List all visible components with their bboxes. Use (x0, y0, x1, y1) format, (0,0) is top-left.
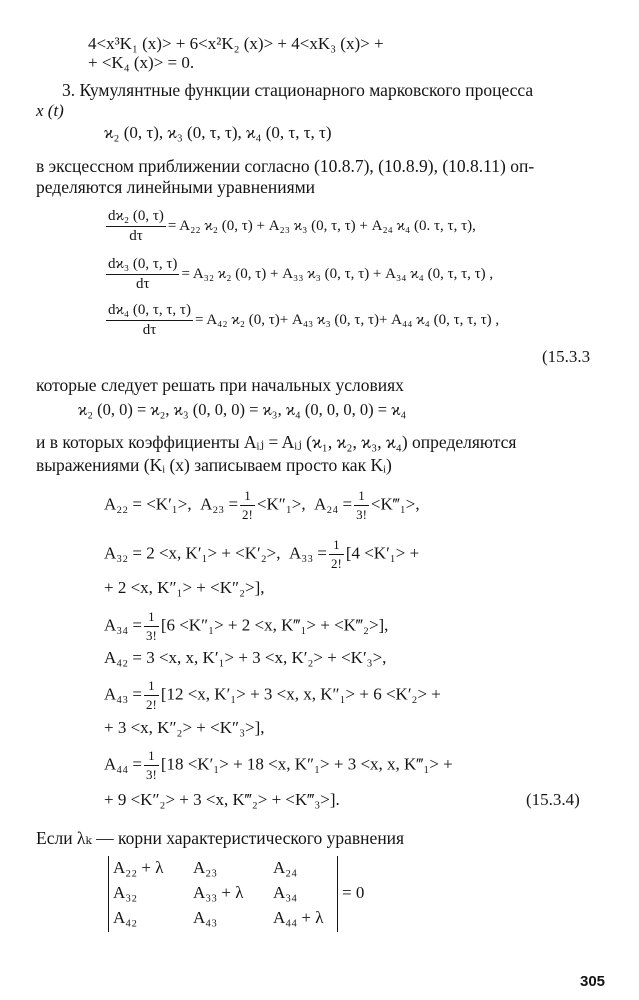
fraction: $\frac{1}{2!}$ (242, 488, 253, 522)
equation-row: A₄₂ = 3 <x, x, K′₁> + 3 <x, K′₂> + <K′₃>, (104, 648, 387, 667)
paragraph-line: 3. Кумулянтные функции стационарного марковского процесса (62, 80, 534, 100)
paragraph-line: и в которых коэффициенты Aᵢⱼ = Aᵢⱼ (ϰ₁, ϰ₂, ϰ₃, ϰ₄) определяются (36, 432, 517, 452)
fraction: $\frac{1}{2!}$ (145, 678, 157, 712)
paragraph-line: x (t) (36, 101, 64, 120)
formula-line: ϰ₂ (0, τ), ϰ₃ (0, τ, τ), ϰ₄ (0, τ, τ, τ) (104, 123, 332, 142)
matrix-cell: A₂₂ + λ (113, 858, 164, 877)
fraction: $\frac{1}{3!}$ (145, 748, 157, 782)
paragraph-line: в эксцессном приближении согласно (10.8.7), (10.8.9), (10.8.11) оп- (36, 156, 535, 176)
equation-row: A₄₄ = $\frac{1}{3!}$ [18 <K′₁> + 18 <x, K″₁> + 3 <x, x, K‴₁> + (104, 748, 453, 782)
equation-row: A₃₂ = 2 <x, K′₁> + <K′₂>, A₃₃ = $\frac{1}{2!}$ [4 <K′₁> + (104, 537, 420, 571)
equation-row: $\frac{\text{dϰ₄ (0, τ, τ, τ)}}{d\tau}$ = A₄₂ ϰ₂ (0, τ)+ A₄₃ ϰ₃ (0, τ, τ)+ A₄₄ ϰ₄ (0, τ, τ, τ) , (108, 302, 500, 338)
matrix-cell: A₃₃ + λ (193, 883, 244, 902)
matrix-cell: A₂₄ (273, 858, 298, 877)
fraction: $\frac{\text{dϰ₃ (0, τ, τ)}}{d\tau}$ (108, 256, 178, 292)
equation-row: + 3 <x, K″₂> + <K″₃>], (104, 718, 265, 737)
equation-row: $\frac{\text{dϰ₂ (0, τ)}}{d\tau}$ = A₂₂ ϰ₂ (0, τ) + A₂₃ ϰ₃ (0, τ, τ) + A₂₄ ϰ₄ (0. τ, τ, τ), (108, 208, 476, 244)
equation-row: $\frac{\text{dϰ₃ (0, τ, τ)}}{d\tau}$ = A₃₂ ϰ₂ (0, τ) + A₃₃ ϰ₃ (0, τ, τ) + A₃₄ ϰ₄ (0, τ, τ, τ) , (108, 256, 494, 292)
equation-line: 4<x³K₁ (x)> + 6<x²K₂ (x)> + 4<xK₃ (x)> + (88, 34, 384, 53)
paragraph-line: ределяются линейными уравнениями (36, 177, 316, 197)
equation-row: + 9 <K″₂> + 3 <x, K‴₂> + <K‴₃>]. (104, 790, 340, 809)
fraction: $\frac{1}{2!}$ (330, 537, 342, 571)
fraction: $\frac{\text{dϰ₄ (0, τ, τ, τ)}}{d\tau}$ (108, 302, 191, 338)
equation-row: + 2 <x, K″₁> + <K″₂>], (104, 578, 265, 597)
formula-line: ϰ₂ (0, 0) = ϰ₂, ϰ₃ (0, 0, 0) = ϰ₃, ϰ₄ (0, 0, 0, 0) = ϰ₄ (78, 400, 407, 419)
fraction: $\frac{1}{3!}$ (356, 488, 367, 522)
paragraph-line: выражениями (Kᵢ (x) записываем просто как Kᵢ) (36, 455, 392, 475)
matrix-cell: A₄₄ + λ (273, 908, 324, 927)
paragraph-line: Если λₖ — корни характеристического уравнения (36, 828, 405, 848)
matrix-cell: A₃₂ (113, 883, 138, 902)
matrix-cell: A₄₃ (193, 908, 218, 927)
equation-row: A₃₄ = $\frac{1}{3!}$ [6 <K″₁> + 2 <x, K‴₁> + <K‴₂>], (104, 609, 389, 643)
equation-number: (15.3.3 (542, 347, 591, 366)
matrix-cell: A₂₃ (193, 858, 218, 877)
paragraph-line: которые следует решать при начальных условиях (36, 375, 404, 395)
fraction: $\frac{1}{3!}$ (145, 609, 157, 643)
equation-row: A₂₂ = <K′₁>, A₂₃ = $\frac{1}{2!}$ <K″₁>, A₂₄ = $\frac{1}{3!}$ <K‴₁>, (104, 488, 420, 522)
matrix-cell: A₃₄ (273, 883, 298, 902)
fraction: $\frac{\text{dϰ₂ (0, τ)}}{d\tau}$ (108, 208, 164, 244)
page-number: 305 (580, 973, 606, 990)
equation-row: A₄₃ = $\frac{1}{2!}$ [12 <x, K′₁> + 3 <x, x, K″₁> + 6 <K′₂> + (104, 678, 441, 712)
matrix-cell: A₄₂ (113, 908, 138, 927)
equation-number: (15.3.4) (526, 790, 580, 809)
equation-line: + <K₄ (x)> = 0. (88, 53, 195, 72)
equation-rhs: = 0 (342, 883, 365, 902)
determinant (108, 856, 338, 932)
